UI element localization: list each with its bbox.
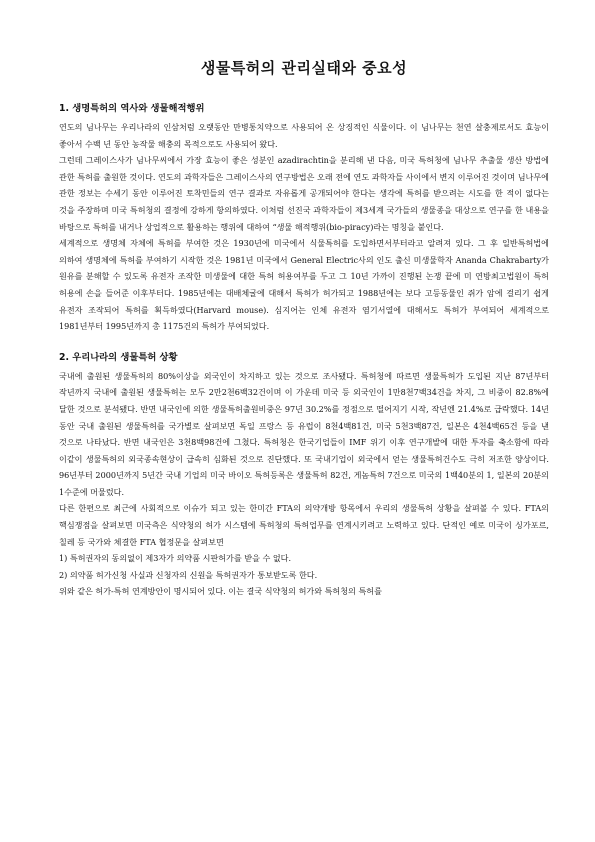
list-item: 1) 특허권자의 동의없이 제3자가 의약품 시판허가를 받을 수 없다.: [59, 553, 292, 564]
section-spacer: [59, 335, 549, 351]
section-heading: 1. 생명특허의 역사와 생물해적행위: [59, 103, 205, 114]
paragraph: 세계적으로 생명체 자체에 특허를 부여한 것은 1930년에 미국에서 식물특허를 도입하면서부터라고 알려져 있다. 그 후 일반특허법에 의하여 생명체에 특허를 부여하기 시작한 것은 1981년 미국에서 General Electric사의 인도 출신 미생물학자 Ananda Chakrabarty가 원유를 분해할 수 있도록 유전자 조작한 미생물에 대한 특허 허용여부를 두고 그 10년 가까이 진행된 논쟁 끝에 미 연방최고법원이 특허 허용에 손을 들어준 이후부터다. 1985년에는 대배체굴에 대해서 특허가 허가되고 1988년에는 보다 고등동물인 쥐가 암에 걸리기 쉽게 유전자 조작되어 특허를 획득하였다(Harvard mouse). 심지어는 인체 유전자 염기서열에 대해서도 특허가 부여되어 세계적으로 1981년부터 1995년까지 총 1175건의 특허가 부여되었다.: [59, 238, 549, 332]
paragraph: 국내에 출원된 생물특허의 80%이상을 외국인이 차지하고 있는 것으로 조사됐다. 특허청에 따르면 생물특허가 도입된 지난 87년부터 작년까지 국내에 출원된 생물특허는 모두 2만2천6백32건이며 이 가운데 미국 등 외국인이 1만8천7백34건을 차지, 그 비중이 82.8%에 달한 것으로 분석됐다. 반면 내국인에 의한 생물특허출원비중은 97년 30.2%를 정점으로 떨어지기 시작, 작년엔 21.4%로 급락했다. 14년 동안 국내 출원된 생물특허를 국가별로 살펴보면 독일 프랑스 등 유럽이 8천4백81건, 미국 5천3백87건, 일본은 4천4백65건 등을 낸 것으로 나타났다. 반면 내국인은 3천8백98건에 그쳤다. 특허청은 한국기업들이 IMF 위기 이후 연구개발에 대한 투자를 축소함에 따라 이같이 생물특허의 외국종속현상이 급속히 심화된 것으로 진단했다. 또 국내기업이 외국에서 얻는 생물특허건수도 극히 저조한 양상이다. 96년부터 2000년까지 5년간 국내 기업의 미국 바이오 특허등록은 생물특허 82건, 게놈특허 7건으로 미국의 1백40분의 1, 일본의 20분의 1수준에 머물렀다.: [59, 370, 549, 497]
paragraph: 그런데 그레이스사가 님나무씨에서 가장 효능이 좋은 성분인 azadirachtin을 분리해 낸 다음, 미국 특허청에 님나무 추출물 생산 방법에 관한 특허를 출원한 것이다. 연도의 과학자들은 그레이스사의 연구방법은 오래 전에 연도 과학자들 사이에서 변지 이루어진 것이며 님나무에 관한 정보는 수세기 동안 이루어진 토착민들의 연구 결과로 자유롭게 공개되어야 한다는 생각에 특허를 받으려는 시도를 한 적이 없다는 것을 주장하며 미국 특허청의 결정에 강하게 항의하였다. 이처럼 선진국 과학자들이 제3세계 국가들의 생물종을 대상으로 연구를 한 내용을 바탕으로 특허를 내거나 상업적으로 활용하는 행위에 대하여 “생물 해적행위(bio-piracy)라는 명칭을 붙인다.: [59, 155, 549, 232]
list-item: 2) 의약품 허가신청 사실과 신청자의 신원을 특허권자가 통보받도록 한다.: [59, 569, 318, 580]
paragraph: 위와 같은 허가-특허 연계방안이 명시되어 있다. 이는 결국 식약청의 허가와 특허청의 특허를: [59, 586, 382, 597]
section-heading: 2. 우리나라의 생물특허 상황: [59, 351, 178, 363]
paragraph: 연도의 님나무는 우리나라의 인삼처럼 오랫동안 만병통치약으로 사용되어 온 상징적인 식물이다. 이 님나무는 천연 살충제로서도 효능이 좋아서 수백 년 동안 농작물 해충의 목적으로도 사용되어 왔다.: [59, 122, 549, 149]
paragraph: 다른 한편으로 최근에 사회적으로 이슈가 되고 있는 한미간 FTA의 의약개방 항목에서 우리의 생물특허 상황을 살펴볼 수 있다. FTA의 핵심쟁점을 살펴보면 미국측은 식약청의 허가 시스템에 특허청의 특허업무를 연계시키려고 노력하고 있다. 단적인 예로 미국이 싱가포르, 칠레 등 국가와 체결한 FTA 협정문을 살펴보면: [59, 503, 549, 547]
section-history: [59, 102, 549, 335]
document-title: 생물특허의 관리실태와 중요성: [200, 59, 408, 77]
section-korea-status: [59, 351, 549, 600]
